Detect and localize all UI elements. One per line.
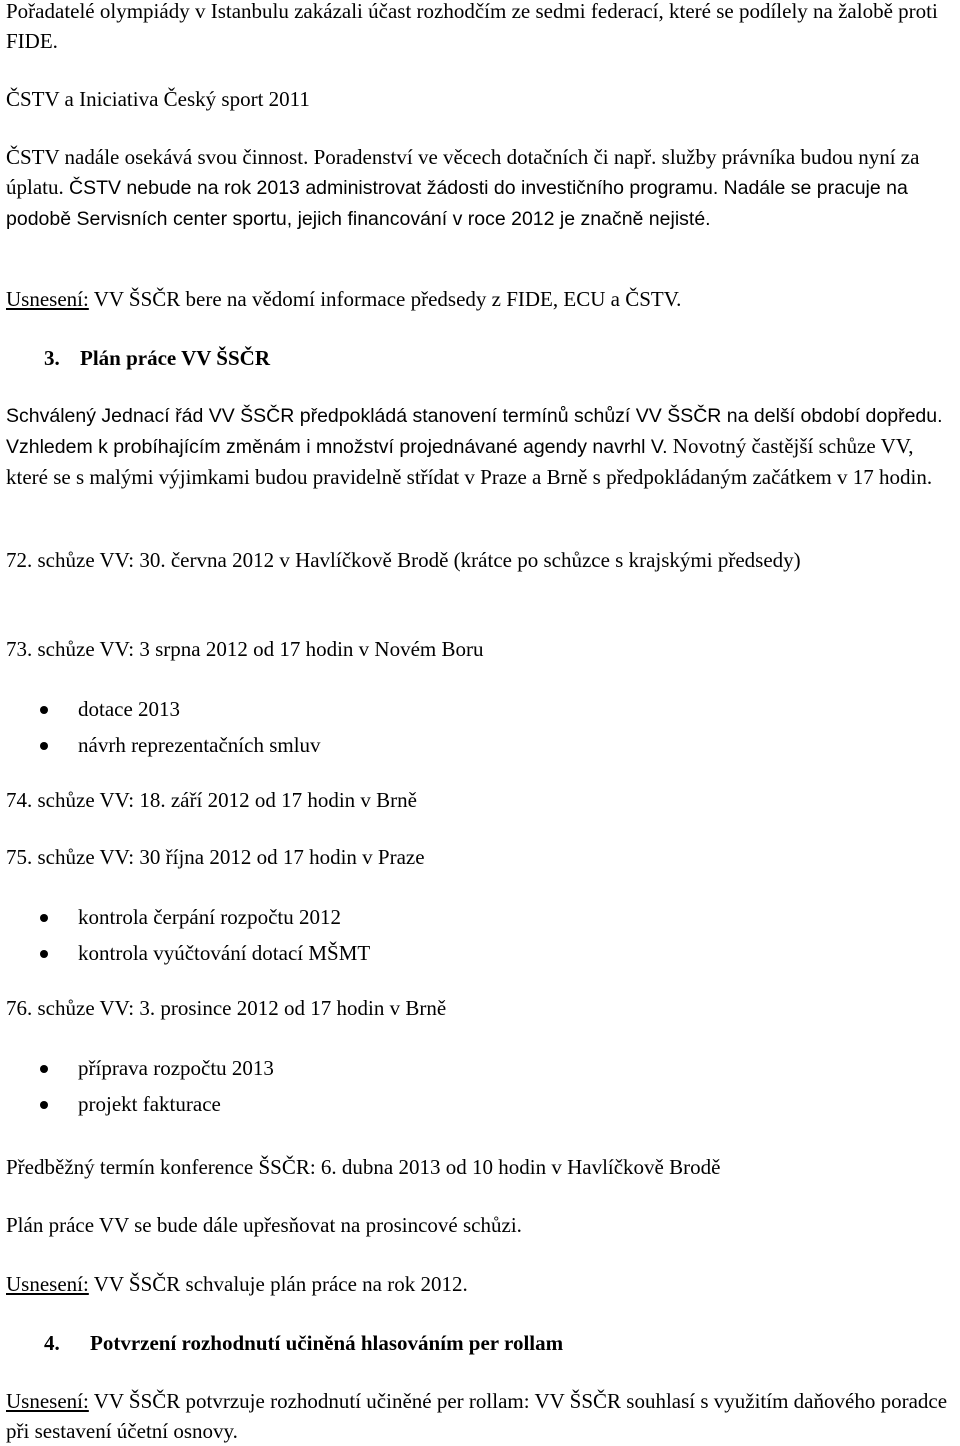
list-item: kontrola čerpání rozpočtu 2012 bbox=[0, 902, 954, 936]
bullet-icon bbox=[40, 914, 48, 922]
resolution-text: VV ŠSČR potvrzuje rozhodnutí učiněné per rollam: VV ŠSČR souhlasí s využitím daňového poradce při sestavení účetní osnovy. bbox=[6, 1389, 948, 1443]
section-title: Potvrzení rozhodnutí učiněná hlasováním per rollam bbox=[90, 1331, 564, 1355]
bullet-icon bbox=[40, 1101, 48, 1109]
bullet-icon bbox=[40, 706, 48, 714]
section-number: 4. bbox=[44, 1331, 60, 1355]
meeting-74: 74. schůze VV: 18. září 2012 od 17 hodin v Brně bbox=[6, 788, 417, 812]
resolution-label: Usnesení: bbox=[6, 1272, 89, 1296]
resolution-label: Usnesení: bbox=[6, 1389, 89, 1413]
cstv-text-c: Nadále se pracuje na podobě Servisních center sportu, jejich financování v roce 2012 je značně nejisté. bbox=[6, 177, 908, 230]
plan-text-c: Novotný častější schůze VV, které se s malými výjimkami budou pravidelně střídat v Praze a Brně s předpokládaným začátkem v 17 hodin. bbox=[6, 434, 933, 489]
meeting-73: 73. schůze VV: 3 srpna 2012 od 17 hodin v Novém Boru bbox=[6, 637, 484, 661]
plan-text-a: Schválený Jednací řád VV ŠSČR předpokládá stanovení termínů schůzí VV ŠSČR na delší období dopředu. bbox=[6, 405, 943, 427]
heading-cstv: ČSTV a Iniciativa Český sport 2011 bbox=[6, 87, 310, 111]
resolution-text: VV ŠSČR schvaluje plán práce na rok 2012. bbox=[88, 1272, 468, 1296]
section-title: Plán práce VV ŠSČR bbox=[80, 346, 270, 370]
list-item: projekt fakturace bbox=[0, 1089, 954, 1123]
section-4-heading bbox=[6, 1328, 954, 1358]
resolution-2 bbox=[6, 1269, 954, 1299]
bullet-icon bbox=[40, 742, 48, 750]
section-3-heading bbox=[6, 343, 954, 373]
section-number: 3. bbox=[44, 346, 60, 370]
plan-text-b: Vzhledem k probíhajícím změnám i množství projednávané agendy navrhl V. bbox=[6, 436, 668, 458]
plan-note: Plán práce VV se bude dále upřesňovat na prosincové schůzi. bbox=[6, 1213, 522, 1237]
paragraph-olympiad: Pořadatelé olympiády v Istanbulu zakázali účast rozhodčím ze sedmi federací, které se podílely na žalobě proti FIDE. bbox=[6, 0, 938, 53]
resolution-text: VV ŠSČR bere na vědomí informace předsedy z FIDE, ECU a ČSTV. bbox=[88, 287, 682, 311]
bullet-icon bbox=[40, 950, 48, 958]
cstv-text-a: ČSTV nadále osekává svou činnost. Poradenství ve věcech dotačních či např. služby právníka budou nyní za úplatu. bbox=[6, 145, 920, 199]
resolution-3 bbox=[6, 1386, 954, 1446]
bullet-icon bbox=[40, 1065, 48, 1073]
list-item: příprava rozpočtu 2013 bbox=[0, 1053, 954, 1087]
meeting-72: 72. schůze VV: 30. června 2012 v Havlíčkově Brodě (krátce po schůzce s krajskými předsedy) bbox=[6, 548, 801, 572]
resolution-label: Usnesení: bbox=[6, 287, 89, 311]
cstv-text-b: ČSTV nebude na rok 2013 administrovat žádosti do investičního programu. bbox=[69, 177, 719, 199]
meeting-76: 76. schůze VV: 3. prosince 2012 od 17 hodin v Brně bbox=[6, 996, 447, 1020]
paragraph-plan bbox=[6, 400, 954, 492]
list-item: dotace 2013 bbox=[0, 694, 954, 728]
meeting-75: 75. schůze VV: 30 října 2012 od 17 hodin v Praze bbox=[6, 845, 425, 869]
paragraph-cstv bbox=[6, 142, 954, 234]
list-item: návrh reprezentačních smluv bbox=[0, 730, 954, 764]
conference-date: Předběžný termín konference ŠSČR: 6. dubna 2013 od 10 hodin v Havlíčkově Brodě bbox=[6, 1155, 721, 1179]
list-item: kontrola vyúčtování dotací MŠMT bbox=[0, 938, 954, 972]
resolution-1 bbox=[6, 284, 954, 314]
